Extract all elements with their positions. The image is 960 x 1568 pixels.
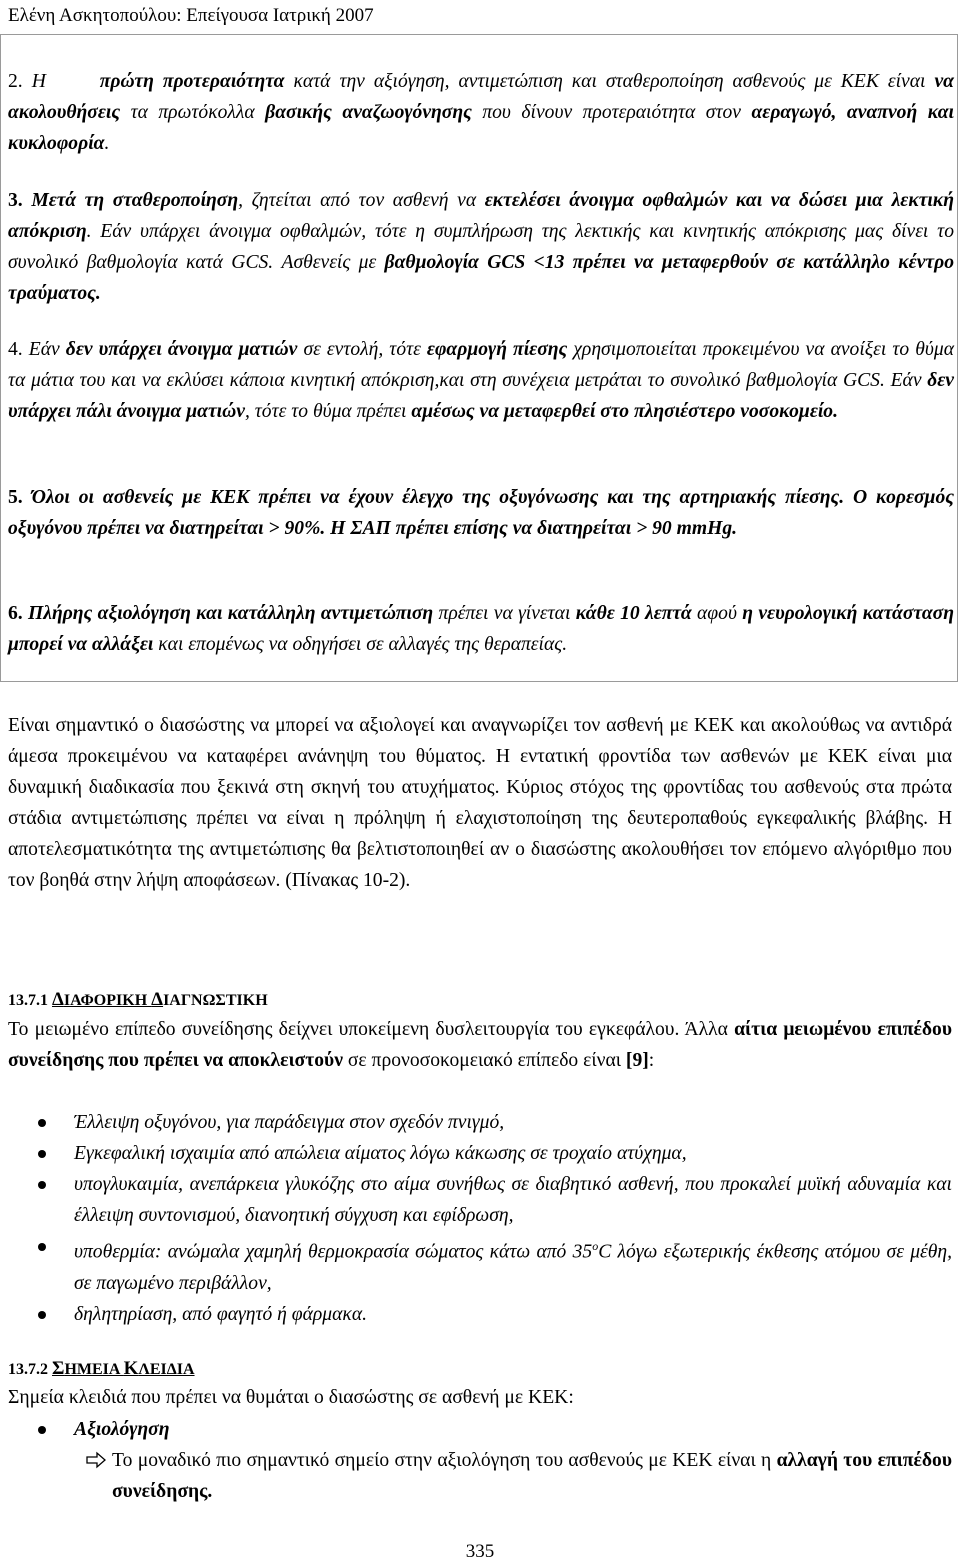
bullet-dot-icon <box>38 1243 46 1251</box>
arrow-right-icon <box>86 1451 106 1469</box>
list-item: Αξιολόγηση <box>8 1414 952 1445</box>
section-heading-13-7-2: 13.7.2 ΣΗΜΕΙΑ ΚΛΕΙΔΙΑ <box>8 1358 195 1379</box>
section-heading-13-7-1: 13.7.1 ΔΙΑΦΟΡΙΚΗ ΔΙΑΓΝΩΣΤΙΚΗ <box>8 989 268 1010</box>
list-item: υπογλυκαιμία, ανεπάρκεια γλυκόζης στο αίμα συνήθως σε διαβητικό ασθενή, που προκαλεί μυϊκή αδυναμία και έλλειψη συντονισμού, διανοητική σύγχυση και εφίδρωση, <box>8 1169 952 1231</box>
bullet-dot-icon <box>38 1181 46 1189</box>
body-paragraph: Είναι σημαντικό ο διασώστης να μπορεί να αξιολογεί και αναγνωρίζει τον ασθενή με ΚΕΚ και ακολούθως να αντιδρά άμεσα προκειμένου να καταφέρει ανάνηψη του θύματος. Η εντατική φροντίδα των ασθενών με ΚΕΚ είναι μια δυναμική διαδικασία που ξεκινά στη σκηνή του ατυχήματος. Κύριος στόχος της φροντίδας του ασθενούς στα πρώτα στάδια αντιμετώπισης πρέπει να είναι η πρόληψη ή ελαχιστοποίηση της δευτεροπαθούς εγκεφαλικής βλάβης. Η αποτελεσματικότητα της αντιμετώπισης θα βελτιστοποιηθεί αν ο διασώστης ακολουθήσει τον επόμενο αλγόριθμο που τον βοηθά στην λήψη αποφάσεων. (Πίνακας 10-2). <box>8 715 952 891</box>
box-item-3: 3. Μετά τη σταθεροποίηση, ζητείται από τον ασθενή να εκτελέσει άνοιγμα οφθαλμών και να δώσει μια λεκτική απόκριση. Εάν υπάρχει άνοιγμα οφθαλμών, τότε η συμπλήρωση της λεκτικής και κινητικής απόκρισης μας δίνει το συνολικό βαθμολογία κατά GCS. Ασθενείς με βαθμολογία GCS <13 πρέπει να μεταφερθούν σε κατάλληλο κέντρο τραύματος. <box>8 190 954 304</box>
bullet-dot-icon <box>38 1311 46 1319</box>
bullet-dot-icon <box>38 1426 46 1434</box>
box-item-2: 2. Η πρώτη προτεραιότητα κατά την αξιόγηση, αντιμετώπιση και σταθεροποίηση ασθενούς με ΚΕΚ είναι να ακολουθήσεις τα πρωτόκολλα βασικής αναζωογόνησης που δίνουν προτεραιότητα στον αεραγωγό, αναπνοή και κυκλοφορία. <box>8 71 954 154</box>
box-item-4: 4. Εάν δεν υπάρχει άνοιγμα ματιών σε εντολή, τότε εφαρμογή πίεσης χρησιμοποιείται προκειμένου να ανοίξει το θύμα τα μάτια του και να εκλύσει κάποια κινητική απόκριση,και στη συνέχεια μετράται το συνολικό βαθμολογία GCS. Εάν δεν υπάρχει πάλι άνοιγμα ματιών, τότε το θύμα πρέπει αμέσως να μεταφερθεί στο πλησιέστερο νοσοκομείο. <box>8 339 955 422</box>
list-item: Έλλειψη οξυγόνου, για παράδειγμα στον σχεδόν πνιγμό, <box>8 1107 952 1138</box>
sub-list-item: Το μοναδικό πιο σημαντικό σημείο στην αξιολόγηση του ασθενούς με ΚΕΚ είναι η αλλαγή του επιπέδου συνείδησης. <box>8 1445 952 1507</box>
section2-intro: Σημεία κλειδιά που πρέπει να θυμάται ο διασώστης σε ασθενή με ΚΕΚ: <box>8 1387 574 1408</box>
section1-intro: Το μειωμένο επίπεδο συνείδησης δείχνει υποκείμενη δυσλειτουργία του εγκεφάλου. Άλλα αίτια μειωμένου επιπέδου συνείδησης που πρέπει να αποκλειστούν σε προνοσοκομειακό επίπεδο είναι [9]: <box>8 1019 953 1071</box>
list-item: δηλητηρίαση, από φαγητό ή φάρμακα. <box>8 1299 952 1330</box>
differential-list <box>8 1107 952 1330</box>
running-header: Ελένη Ασκητοπούλου: Επείγουσα Ιατρική 2007 <box>8 5 374 26</box>
list-item: Εγκεφαλική ισχαιμία από απώλεια αίματος λόγω κάκωσης σε τροχαίο ατύχημα, <box>8 1138 952 1169</box>
page-number: 335 <box>465 1541 495 1562</box>
bullet-dot-icon <box>38 1150 46 1158</box>
bullet-dot-icon <box>38 1119 46 1127</box>
box-item-6: 6. Πλήρης αξιολόγηση και κατάλληλη αντιμετώπιση πρέπει να γίνεται κάθε 10 λεπτά αφού η νευρολογική κατάσταση μπορεί να αλλάξει και επομένως να οδηγήσει σε αλλαγές της θεραπείας. <box>8 603 954 655</box>
box-item-5: 5. Όλοι οι ασθενείς με ΚΕΚ πρέπει να έχουν έλεγχο της οξυγόνωσης και της αρτηριακής πίεσης. Ο κορεσμός οξυγόνου πρέπει να διατηρείται > 90%. Η ΣΑΠ πρέπει επίσης να διατηρείται > 90 mmHg. <box>8 487 954 539</box>
list-item: υποθερμία: ανώμαλα χαμηλή θερμοκρασία σώματος κάτω από $35^oC$ λόγω εξωτερικής έκθεσης ατόμου σε μέθη, σε παγωμένο περιβάλλον, <box>8 1231 952 1299</box>
key-points-list <box>8 1414 952 1507</box>
